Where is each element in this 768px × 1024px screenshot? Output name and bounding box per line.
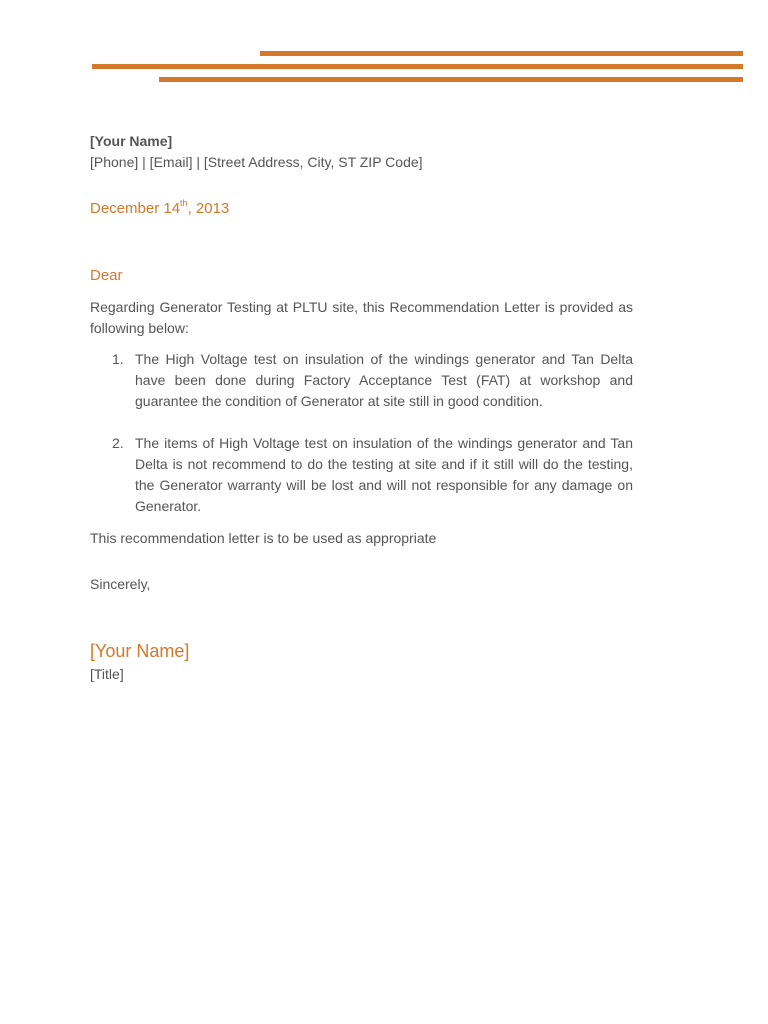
sign-off: Sincerely, [90,576,151,592]
letter-date [90,198,633,220]
date-prefix: December 14 [90,200,181,217]
salutation: Dear [90,267,123,284]
header-rule-top [260,51,743,56]
date-superscript: th [180,198,188,208]
list-item [90,433,633,517]
date-suffix: , 2013 [187,200,230,217]
list-item-number: 1. [112,351,124,367]
list-item [90,349,633,412]
header-rule-middle [92,64,743,69]
sender-name: [Your Name] [90,133,173,149]
signer-name: [Your Name] [90,641,190,661]
signer-title: [Title] [90,666,124,682]
numbered-list [90,349,633,517]
sender-contact: [Phone] | [Email] | [Street Address, City, ST ZIP Code] [90,154,423,170]
list-item-text: The items of High Voltage test on insulation of the windings generator and Tan Delta is not recommend to do the testing at site and if it still will do the testing, the Generator warranty will be lost and will not responsible for any damage on Generator. [135,435,633,514]
letter-body [90,131,633,685]
list-item-text: The High Voltage test on insulation of the windings generator and Tan Delta have been done during Factory Acceptance Test (FAT) at workshop and guarantee the condition of Generator at site still in good condition. [135,351,633,409]
intro-paragraph: Regarding Generator Testing at PLTU site, this Recommendation Letter is provided as following below: [90,299,633,336]
list-item-number: 2. [112,435,124,451]
closing-note: This recommendation letter is to be used as appropriate [90,530,437,546]
header-rule-bottom [159,77,743,82]
